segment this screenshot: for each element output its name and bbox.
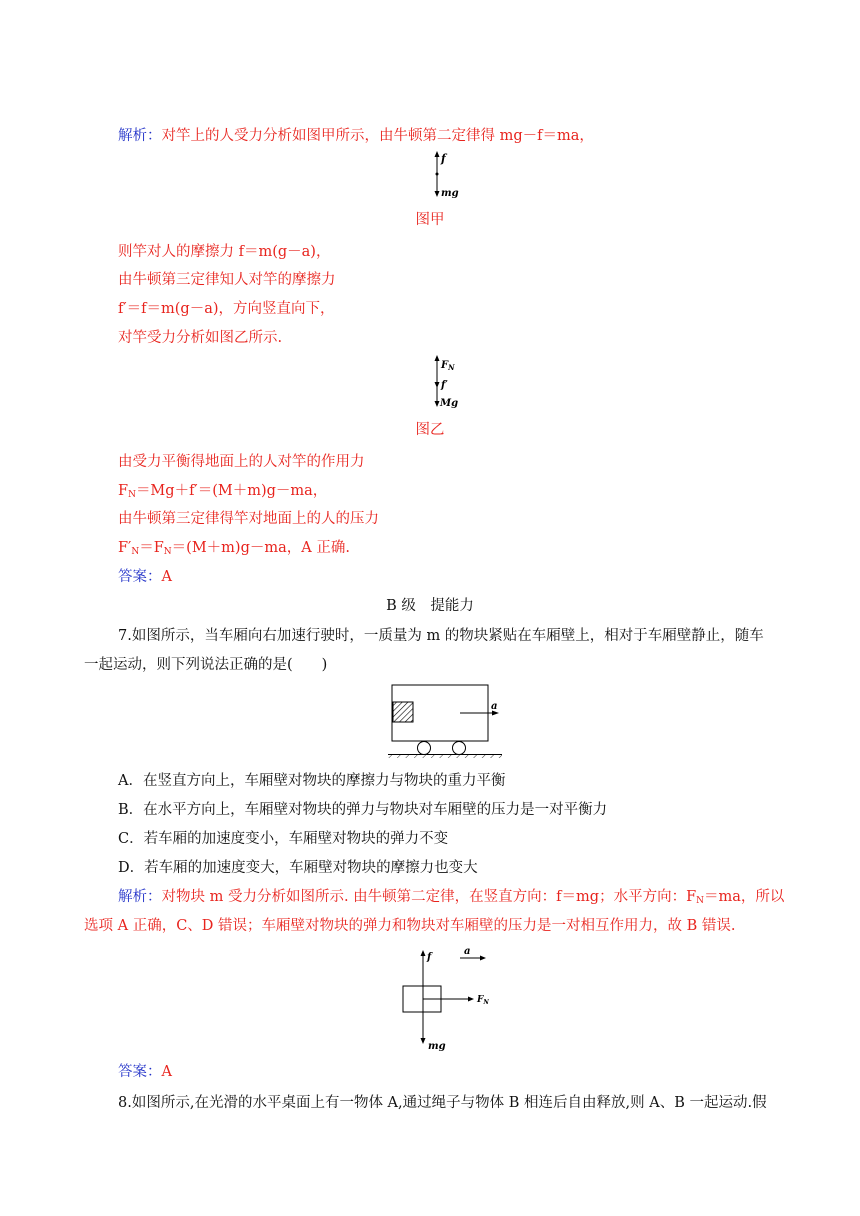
solution-6-line-9: $F'_N=F_N=(M+m)g-ma$，A 正确. (118, 540, 350, 557)
solution-6-line-1: 解析：对竿上的人受力分析如图甲所示，由牛顿第二定律得 mg－f＝ma， (118, 128, 594, 144)
caption-jia: 图甲 (415, 212, 445, 228)
figure-carriage (388, 682, 510, 758)
section-heading: B 级 提能力 (386, 598, 474, 614)
fig2-f-label: f (427, 952, 432, 963)
analysis-label: 解析： (118, 128, 162, 144)
option-b: B．在水平方向上，车厢壁对物块的弹力与物块对车厢壁的压力是一对平衡力 (118, 802, 608, 818)
option-a: A．在竖直方向上，车厢壁对物块的摩擦力与物块的重力平衡 (118, 773, 506, 789)
fig2-a-label: a (464, 946, 471, 957)
fig-acceleration-label: a (491, 701, 498, 712)
fig-a-f-label: f (441, 152, 446, 165)
answer-6: 答案：A (118, 569, 172, 585)
option-c: C．若车厢的加速度变小，车厢壁对物块的弹力不变 (118, 831, 449, 847)
fig2-fn-label: $F_N$ (477, 995, 489, 1006)
figure-yi (425, 352, 469, 412)
fig2-mg-label: mg (428, 1041, 446, 1052)
solution-6-line-5: 对竿受力分析如图乙所示. (118, 330, 283, 346)
solution-6-line-4: f′＝f＝m(g－a)，方向竖直向下， (118, 301, 335, 317)
answer-7: 答案：A (118, 1064, 172, 1080)
question-7-stem-1: 7.如图所示，当车厢向右加速行驶时，一质量为 m 的物块紧贴在车厢壁上，相对于车厢壁静止，随车 (118, 628, 764, 644)
question-8-stem-1: 8.如图所示,在光滑的水平桌面上有一物体 A,通过绳子与物体 B 相连后自由释放,则 A、B 一起运动.假 (118, 1095, 767, 1111)
fig-b-f-prime-label: f′ (441, 380, 448, 391)
solution-7-line-2: 选项 A 正确，C、D 错误；车厢壁对物块的弹力和物块对车厢壁的压力是一对相互作用力，故 B 错误. (84, 918, 736, 934)
solution-7-line-1: 解析：对物块 m 受力分析如图所示. 由牛顿第二定律，在竖直方向：f＝mg；水平方向：$F_N=ma$，所以 (118, 889, 785, 906)
figure-block-forces (398, 944, 498, 1054)
caption-yi: 图乙 (415, 422, 445, 438)
fig-a-mg-label: mg (441, 188, 459, 199)
fig-b-mg-label: Mg (440, 398, 459, 409)
option-d: D．若车厢的加速度变大，车厢壁对物块的摩擦力也变大 (118, 860, 478, 876)
solution-6-line-6: 由受力平衡得地面上的人对竿的作用力 (118, 454, 365, 470)
figure-jia (425, 148, 465, 202)
solution-6-line-3: 由牛顿第三定律知人对竿的摩擦力 (118, 272, 336, 288)
block (393, 702, 413, 722)
fig-b-fn-label: $F_N$ (441, 360, 455, 372)
solution-6-line-2: 则竿对人的摩擦力 f＝m(g－a)， (118, 244, 331, 260)
question-7-stem-2: 一起运动，则下列说法正确的是( ) (84, 657, 328, 673)
solution-6-line-7: $F_N=Mg+f'=(M+m)g-ma$， (118, 483, 328, 500)
solution-6-line-8: 由牛顿第三定律得竿对地面上的人的压力 (118, 511, 379, 527)
